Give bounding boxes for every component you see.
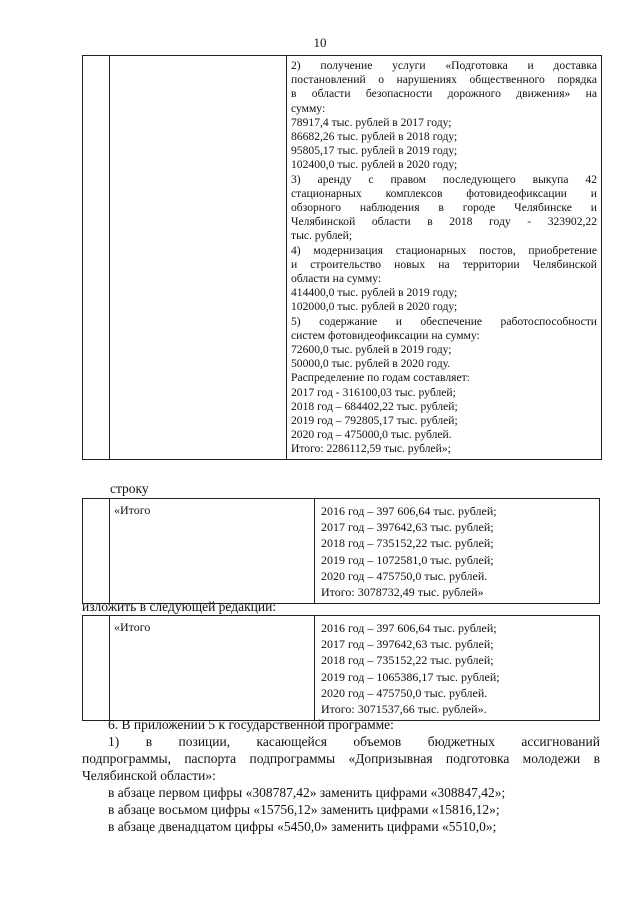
funding-line: 2017 год - 316100,03 тыс. рублей; xyxy=(291,385,456,399)
year-amount-line: 2016 год – 397 606,64 тыс. рублей; xyxy=(321,621,497,635)
funding-line: Распределение по годам составляет: xyxy=(291,371,470,385)
table-cell-index xyxy=(83,56,110,460)
table-cell-label xyxy=(110,56,287,460)
funding-line: 102000,0 тыс. рублей в 2020 году; xyxy=(291,300,458,314)
funding-line: 102400,0 тыс. рублей в 2020 году; xyxy=(291,158,458,172)
funding-line: 78917,4 тыс. рублей в 2017 году; xyxy=(291,115,452,129)
year-amount-line: 2017 год – 397642,63 тыс. рублей; xyxy=(321,637,494,652)
funding-line: 2020 год – 475000,0 тыс. рублей. xyxy=(291,428,452,442)
funding-line: обзорного наблюдения в городе Челябинске и xyxy=(291,201,597,215)
year-amount-line: Итого: 3071537,66 тыс. рублей». xyxy=(321,702,487,717)
year-amount-line: Итого: 3078732,49 тыс. рублей» xyxy=(321,585,484,600)
funding-line: 86682,26 тыс. рублей в 2018 году; xyxy=(291,130,458,144)
funding-line: постановлений о нарушениях общественного порядка xyxy=(291,73,597,87)
funding-line: 50000,0 тыс. рублей в 2020 году. xyxy=(291,357,451,371)
funding-line: 72600,0 тыс. рублей в 2019 году; xyxy=(291,343,452,357)
funding-table-continuation xyxy=(82,55,602,460)
subitem-1-line-2: подпрограммы, паспорта подпрограммы «Допризывная подготовка молодежи в xyxy=(82,751,600,766)
year-amount-line: 2020 год – 475750,0 тыс. рублей. xyxy=(321,685,488,700)
new-row-label: «Итого xyxy=(110,616,315,721)
funding-line: 3) аренду с правом последующего выкупа 42 xyxy=(291,172,597,186)
funding-line: сумму: xyxy=(291,101,326,115)
table-cell-index xyxy=(83,616,110,721)
old-row-label: «Итого xyxy=(110,499,315,604)
subitem-1-line-3: Челябинской области»: xyxy=(82,768,216,783)
year-amount-line: 2020 год – 475750,0 тыс. рублей. xyxy=(321,568,488,583)
funding-line: систем фотовидеофиксации на сумму: xyxy=(291,328,480,342)
replacement-3: в абзаце двенадцатом цифры «5450,0» заменить цифрами «5510,0»; xyxy=(108,819,497,834)
old-row-values xyxy=(315,499,600,604)
year-amount-line: 2019 год – 1072581,0 тыс. рублей; xyxy=(321,552,494,567)
funding-line: области на сумму: xyxy=(291,272,382,286)
new-row-values xyxy=(315,616,600,721)
amendment-text xyxy=(82,716,600,835)
year-amount-line: 2017 год – 397642,63 тыс. рублей; xyxy=(321,520,494,535)
replacement-1: в абзаце первом цифры «308787,42» заменить цифрами «308847,42»; xyxy=(108,785,506,800)
year-amount-line: 2018 год – 735152,22 тыс. рублей; xyxy=(321,536,494,551)
old-total-row-table xyxy=(82,498,600,604)
label-izlozhit: изложить в следующей редакции: xyxy=(82,599,277,614)
label-stroku: строку xyxy=(110,481,149,496)
funding-line: 5) содержание и обеспечение работоспособности xyxy=(291,314,597,328)
subitem-1-line-1: 1) в позиции, касающейся объемов бюджетных ассигнований xyxy=(108,734,600,749)
new-total-row-table xyxy=(82,615,600,721)
funding-line: 95805,17 тыс. рублей в 2019 году; xyxy=(291,144,458,158)
year-amount-line: 2016 год – 397 606,64 тыс. рублей; xyxy=(321,504,497,518)
year-amount-line: 2019 год – 1065386,17 тыс. рублей; xyxy=(321,669,500,684)
year-amount-line: 2018 год – 735152,22 тыс. рублей; xyxy=(321,653,494,668)
funding-line: стационарных комплексов фотовидеофиксации и xyxy=(291,186,597,200)
funding-line: 4) модернизация стационарных постов, приобретение xyxy=(291,243,597,257)
page-number: 10 xyxy=(313,35,327,50)
table-cell-index xyxy=(83,499,110,604)
funding-line: Итого: 2286112,59 тыс. рублей»; xyxy=(291,442,451,456)
funding-line: Челябинской области в 2018 году - 323902,22 xyxy=(291,215,597,229)
item-6-heading: 6. В приложении 5 к государственной программе: xyxy=(108,717,394,732)
table-cell-funding-details xyxy=(287,56,602,460)
funding-line: в области безопасности дорожного движения» на xyxy=(291,87,597,101)
replacement-2: в абзаце восьмом цифры «15756,12» заменить цифрами «15816,12»; xyxy=(108,802,500,817)
funding-line: тыс. рублей; xyxy=(291,229,353,243)
funding-line: 2019 год – 792805,17 тыс. рублей; xyxy=(291,414,458,428)
funding-line: 2018 год – 684402,22 тыс. рублей; xyxy=(291,399,458,413)
funding-line: и строительство новых на территории Челябинской xyxy=(291,257,597,271)
funding-line: 414400,0 тыс. рублей в 2019 году; xyxy=(291,286,458,300)
funding-line: 2) получение услуги «Подготовка и доставка xyxy=(291,59,597,72)
